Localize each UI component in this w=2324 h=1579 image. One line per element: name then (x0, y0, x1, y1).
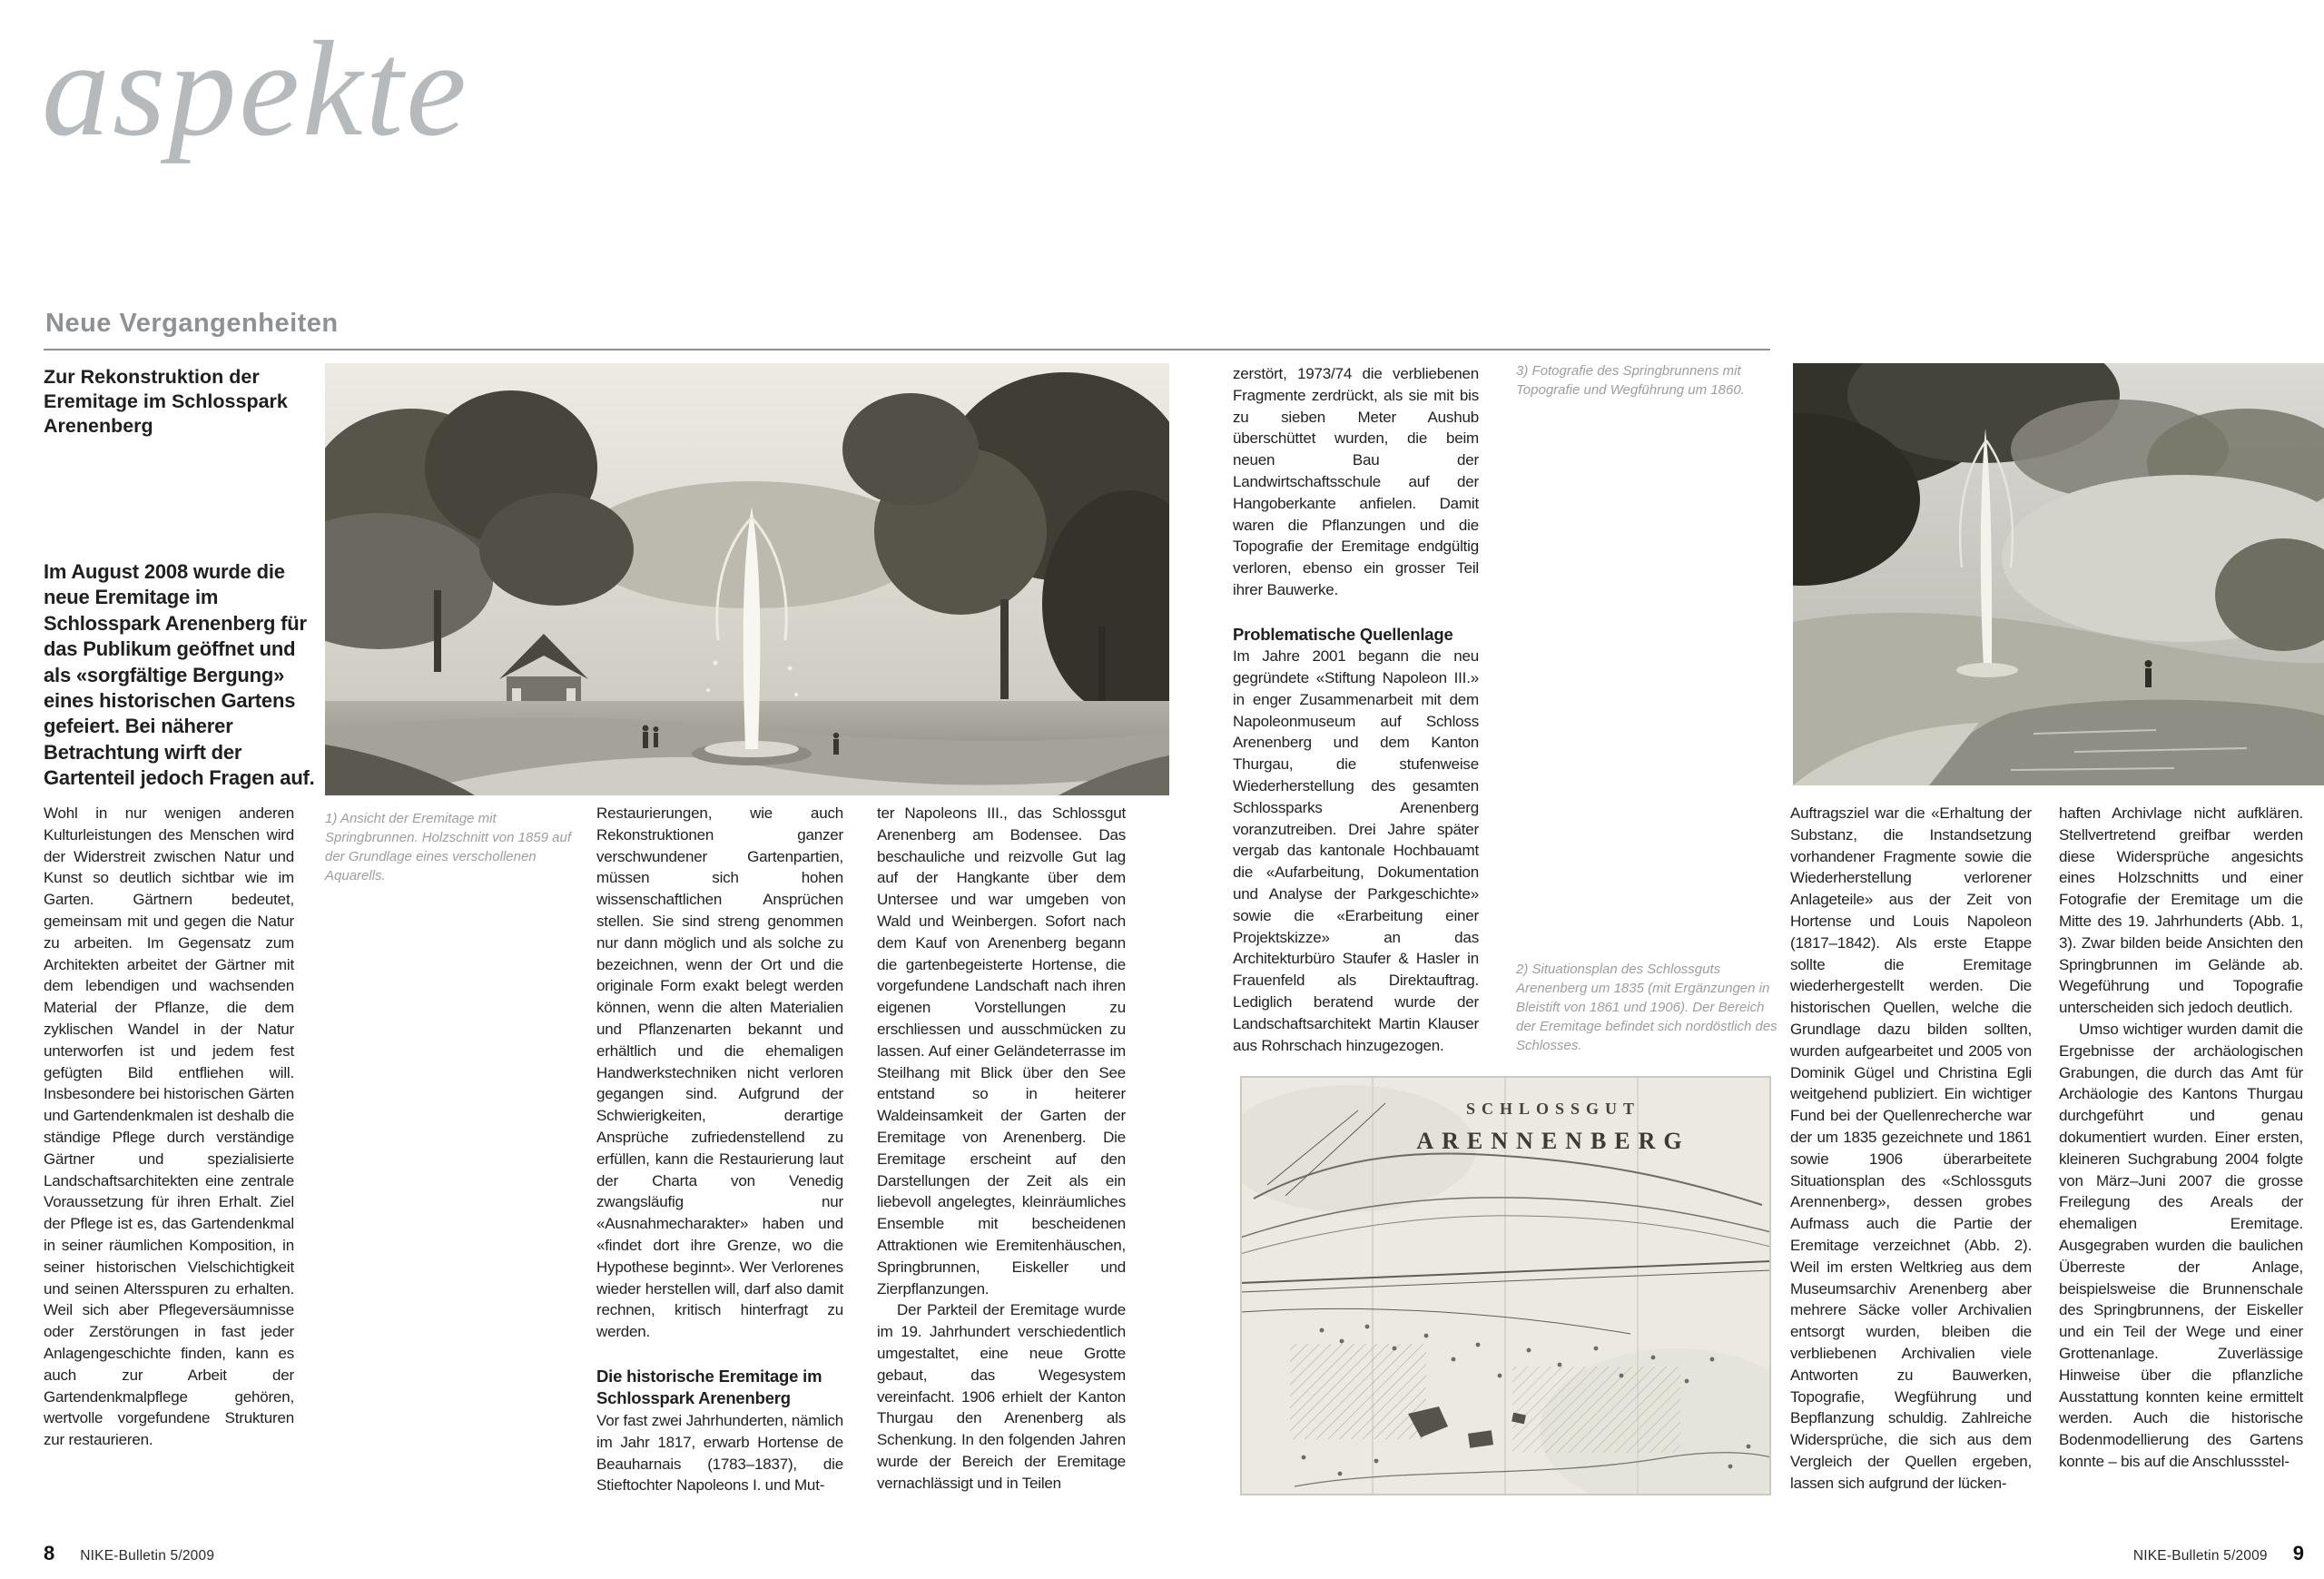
photo-figure (2145, 660, 2152, 687)
figure-1-engraving (325, 363, 1169, 795)
body-column-4 (1233, 363, 1479, 1056)
body-column-6 (2059, 803, 2303, 1473)
page-number-right: 9 (2292, 1542, 2304, 1564)
paragraph: Restaurierungen, wie auch Rekonstruktionen ganzer verschwundener Gartenpartien, müssen sich hohen wissenschaftlichen Ansprüchen stellen. Sie sind streng genommen nur dann möglich und als solche zu bezeichnen, wenn der Ort und die originale Form exakt belegt werden können, wenn die alten Materialien und Pflanzenarten bekannt und erhältlich und die ehemaligen Handwerkstechniken nicht verloren gegangen sind. Aufgrund der Schwierigkeiten, derartige Ansprüche zufriedenstellend zu erfüllen, kann die Restaurierung laut der Charta von Venedig zwangsläufig nur «Ausnahmecharakter» haben und «findet dort ihre Grenze, wo die Hypothese beginnt». Wer Verlorenes wieder herstellen will, darf also damit rechnen, kritisch hinterfragt zu werden. (596, 804, 843, 1341)
situation-map-graphic (1240, 1076, 1771, 1495)
map-title-line1: SCHLOSSGUT (1465, 1100, 1641, 1118)
paragraph: Im Jahre 2001 begann die neu gegründete «Stiftung Napoleon III.» in enger Zusammenarbeit mit dem Napoleonmuseum auf Schloss Arenenberg und dem Kanton Thurgau, die stufenweise Wiederherstellung des gesamten Schlossparks Arenenberg voranzutreiben. Drei Jahre später vergab das kantonale Hochbauamt die «Aufarbeitung, Dokumentation und Analyse der Parkgeschichte» sowie die «Erarbeitung einer Projektskizze» an das Architekturbüro Staufer & Hasler in Frauenfeld als Direktauftrag. Lediglich beratend wurde der Landschaftsarchitekt Martin Klauser aus Rohrschach hinzugezogen. (1233, 647, 1479, 1054)
subheading-historische-eremitage: Die historische Eremitage im Schlosspark Arenenberg (596, 1366, 822, 1408)
paragraph: Der Parkteil der Eremitage wurde im 19. Jahrhundert verschiedentlich umgestaltet, eine neue Grotte gebaut, das Wegesystem vereinfacht. 1906 erhielt der Kanton Thurgau den Arenenberg als Schenkung. In den folgenden Jahren wurde der Bereich der Eremitage vernachlässigt und in Teilen (877, 1301, 1126, 1492)
aspekte-logo: aspekte (42, 14, 469, 164)
paragraph: Auftragsziel war die «Erhaltung der Substanz, die Instandsetzung vorhandener Fragmente sowie die Wiederherstellung verlorener Anlageteile» aus der Zeit von Hortense und Louis Napoleon (1817–1842). Als erste Etappe sollte die Eremitage wiederhergestellt werden. Die historischen Quellen, welche die Grundlage dazu bilden sollten, wurden aufgearbeitet und 2005 von Dominik Gügel und Christina Egli weitgehend publiziert. Ein wichtiger Fund bei der Quellenrecherche war der um 1835 gezeichnete und 1861 sowie 1906 überarbeitete Situationsplan des «Schlossguts Arennenberg», dessen grobes Aufmass auch die Partie der Eremitage verzeichnet (Abb. 2). Weil im ersten Weltkrieg aus dem Museumsarchiv Arenenberg aber mehrere Säcke voller Archivalien entsorgt wurden, bleiben die verbliebenen Archivalien viele Antworten zu Bauwerken, Topografie, Wegführung und Bepflanzung schuldig. Zahlreiche Widersprüche, die sich aus dem Vergleich der Quellen ergeben, lassen sich aufgrund der lücken- (1790, 804, 2032, 1492)
figure-2-caption: 2) Situationsplan des Schlossguts Arenenberg um 1835 (mit Ergänzungen in Bleistift von 1861 und 1906). Der Bereich der Eremitage befindet sich nordöstlich des Schlosses. (1516, 962, 1777, 1053)
article-kicker-title: Zur Rekonstruktion der Eremitage im Schlosspark Arenenberg (44, 366, 288, 437)
subheading-problematische-quellenlage: Problematische Quellenlage (1233, 624, 1453, 644)
body-column-2 (596, 803, 843, 1496)
map-title-line2: ARENNENBERG (1416, 1128, 1690, 1154)
bulletin-label-left: NIKE-Bulletin 5/2009 (80, 1548, 215, 1564)
figure-1-caption: 1) Ansicht der Eremitage mit Springbrunnen. Holzschnitt von 1859 auf der Grundlage eines verschollenen Aquarells. (325, 811, 572, 883)
paragraph: zerstört, 1973/74 die verbliebenen Fragmente zerdrückt, als sie mit bis zu sieben Meter Aushub überschüttet wurden, die beim neuen Bau der Landwirtschaftsschule auf der Hangoberkante anfielen. Damit waren die Pflanzungen und die Topografie der Eremitage endgültig verloren, ebenso ein grosser Teil ihrer Bauwerke. (1233, 365, 1479, 598)
section-title: Neue Vergangenheiten (45, 309, 339, 338)
section-rule (44, 349, 1770, 350)
body-column-1 (44, 803, 294, 1451)
figure-3-caption: 3) Fotografie des Springbrunnens mit Topografie und Wegführung um 1860. (1516, 363, 1745, 398)
figure-2-situation-map (1240, 1076, 1771, 1495)
footer-right-page (2133, 1542, 2304, 1565)
paragraph: Wohl in nur wenigen anderen Kulturleistungen des Menschen wird der Widerstreit zwischen Natur und Kunst so deutlich sichtbar wie im Garten. Gärtnern bedeutet, gemeinsam mit und gegen die Natur zu arbeiten. Im Gegensatz zum Architekten arbeitet der Gärtner mit dem lebendigen und wachsenden Material der Pflanze, die dem zyklischen Wandel in der Natur unterworfen ist und jedem fest gefügten Bild entfliehen will. Insbesondere bei historischen Gärten und Gartendenkmalen ist deshalb die ständige Pflege durch verständige Gärtner und spezialisierte Landschaftsarchitekten eine zentrale Voraussetzung für ihren Erhalt. Ziel der Pflege ist es, das Gartendenkmal in seiner räumlichen Komposition, in seiner historischen Vielschichtigkeit und seinen Altersspuren zu erhalten. Weil sich aber Pflegeversäumnisse oder Zerstörungen in fast jeder Anlagengeschichte finden, kann es auch zur Arbeit der Gartendenkmalpflege gehören, wertvolle vorgefundene Strukturen zur restaurieren. (44, 804, 294, 1449)
eremitage-engraving-graphic (325, 363, 1169, 795)
figure-3-photograph (1793, 363, 2324, 785)
body-column-3 (877, 803, 1126, 1495)
paragraph: ter Napoleons III., das Schlossgut Arenenberg am Bodensee. Das beschauliche und reizvolle Gut lag auf der Hangkante über dem Untersee und war umgeben von Wald und Weinbergen. Sofort nach dem Kauf von Arenenberg begann die gartenbegeisterte Hortense, die vorgefundene Landschaft nach ihren eigenen Vorstellungen zu erschliessen und ausschmücken zu lassen. Auf einer Geländeterrasse im Steilhang mit Blick über den See entstand so in heiterer Waldeinsamkeit der Garten der Eremitage von Arenenberg. Die Eremitage erscheint auf den Darstellungen der Zeit als ein liebevoll angelegtes, kleinräumliches Ensemble mit bescheidenen Attraktionen wie Eremitenhäuschen, Springbrunnen, Eiskeller und Zierpflanzungen. (877, 804, 1126, 1298)
page-number-left: 8 (44, 1542, 55, 1564)
body-column-5 (1790, 803, 2032, 1495)
paragraph: Vor fast zwei Jahrhunderten, nämlich im Jahr 1817, erwarb Hortense de Beauharnais (1783–1837), die Stieftochter Napoleons I. und Mut- (596, 1411, 843, 1495)
lead-paragraph: Im August 2008 wurde die neue Eremitage im Schlosspark Arenenberg für das Publikum geöffnet und als «sorgfältige Bergung» eines historischen Gartens gefeiert. Bei näherer Betrachtung wirft der Gartenteil jedoch Fragen auf. (44, 560, 315, 790)
footer-left-page (44, 1542, 214, 1565)
bulletin-label-right: NIKE-Bulletin 5/2009 (2132, 1548, 2268, 1564)
paragraph: Umso wichtiger wurden damit die Ergebnisse der archäologischen Grabungen, die durch das Amt für Archäologie des Kantons Thurgau durchgeführt und genau dokumentiert wurden. Einer ersten, kleineren Suchgrabung 2004 folgte von März–Juni 2007 die grosse Freilegung des Areals der ehemaligen Eremitage. Ausgegraben wurden die baulichen Überreste der Anlage, beispielsweise die Brunnenschale des Springbrunnens, der Eiskeller und ein Teil der Wege und einer Grottenanlage. Zuverlässige Hinweise über die pflanzliche Ausstattung konnten keine ermittelt werden. Auch die historische Bodenmodellierung des Gartens konnte – bis auf die Anschlussstel- (2059, 1020, 2303, 1470)
paragraph: haften Archivlage nicht aufklären. Stellvertretend greifbar werden diese Widersprüche angesichts eines Holzschnitts und einer Fotografie der Eremitage um die Mitte des 19. Jahrhunderts (Abb. 1, 3). Zwar bilden beide Ansichten den Springbrunnen im Gelände ab. Wegeführung und Topografie unterscheiden sich jedoch deutlich. (2059, 804, 2303, 1017)
springbrunnen-photo-graphic (1793, 363, 2324, 785)
